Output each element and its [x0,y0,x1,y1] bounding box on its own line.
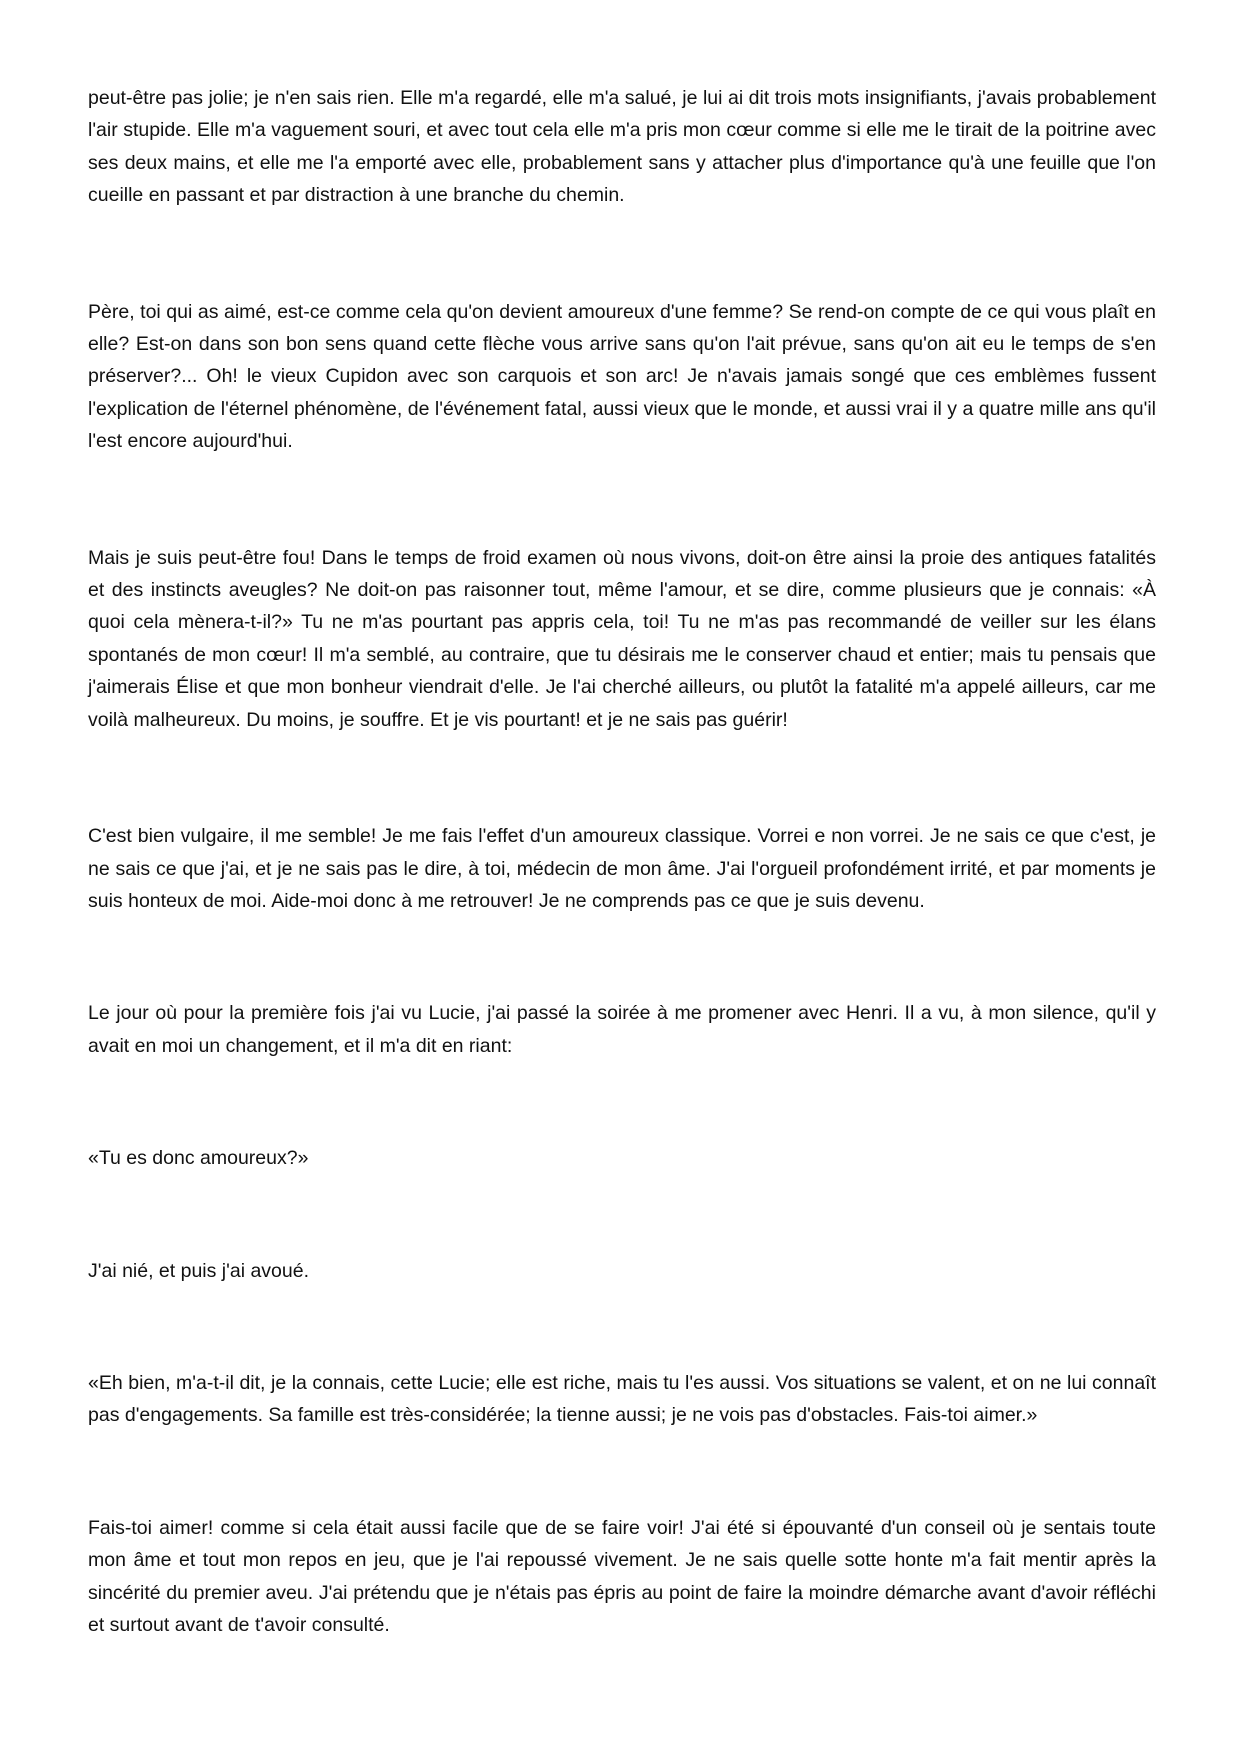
paragraph-4: C'est bien vulgaire, il me semble! Je me fais l'effet d'un amoureux classique. Vorrei e non vorrei. Je ne sais ce que c'est, je ne sais ce que j'ai, et je ne sais pas le dire, à toi, médecin de mon âme. J'ai l'orgueil profondément irrité, et par moments je suis honteux de moi. Aide-moi donc à me retrouver! Je ne comprends pas ce que je suis devenu. [88,825,1156,912]
paragraph-2: Père, toi qui as aimé, est-ce comme cela qu'on devient amoureux d'une femme? Se rend-on compte de ce qui vous plaît en elle? Est-on dans son bon sens quand cette flèche vous arrive sans qu'on l'ait prévue, sans qu'on ait eu le temps de s'en préserver?... Oh! le vieux Cupidon avec son carquois et son arc! Je n'avais jamais songé que ces emblèmes fussent l'explication de l'éternel phénomène, de l'événement fatal, aussi vieux que le monde, et aussi vrai il y a quatre mille ans qu'il l'est encore aujourd'hui. [88,300,1156,453]
paragraph-7: J'ai nié, et puis j'ai avoué. [88,1259,309,1282]
document-page [88,82,1156,1641]
paragraph-1: peut-être pas jolie; je n'en sais rien. Elle m'a regardé, elle m'a salué, je lui ai dit trois mots insignifiants, j'avais probablement l'air stupide. Elle m'a vaguement souri, et avec tout cela elle m'a pris mon cœur comme si elle me le tirait de la poitrine avec ses deux mains, et elle me l'a emporté avec elle, probablement sans y attacher plus d'importance qu'à une feuille que l'on cueille en passant et par distraction à une branche du chemin. [88,87,1156,207]
paragraph-3: Mais je suis peut-être fou! Dans le temps de froid examen où nous vivons, doit-on être ainsi la proie des antiques fatalités et des instincts aveugles? Ne doit-on pas raisonner tout, même l'amour, et se dire, comme plusieurs que je connais: «À quoi cela mènera-t-il?» Tu ne m'as pourtant pas appris cela, toi! Tu ne m'as pas recommandé de veiller sur les élans spontanés de mon cœur! Il m'a semblé, au contraire, que tu désirais me le conserver chaud et entier; mais tu pensais que j'aimerais Élise et que mon bonheur viendrait d'elle. Je l'ai cherché ailleurs, ou plutôt la fatalité m'a appelé ailleurs, car me voilà malheureux. Du moins, je souffre. Et je vis pourtant! et je ne sais pas guérir! [88,546,1156,731]
paragraph-6: «Tu es donc amoureux?» [88,1147,309,1170]
paragraph-9: Fais-toi aimer! comme si cela était aussi facile que de se faire voir! J'ai été si épouvanté d'un conseil où je sentais toute mon âme et tout mon repos en jeu, que je l'ai repoussé vivement. Je ne sais quelle sotte honte m'a fait mentir après la sincérité du premier aveu. J'ai prétendu que je n'étais pas épris au point de faire la moindre démarche avant d'avoir réfléchi et surtout avant de t'avoir consulté. [88,1516,1156,1636]
paragraph-5: Le jour où pour la première fois j'ai vu Lucie, j'ai passé la soirée à me promener avec Henri. Il a vu, à mon silence, qu'il y avait en moi un changement, et il m'a dit en riant: [88,1002,1156,1057]
paragraph-8: «Eh bien, m'a-t-il dit, je la connais, cette Lucie; elle est riche, mais tu l'es aussi. Vos situations se valent, et on ne lui connaît pas d'engagements. Sa famille est très-considérée; la tienne aussi; je ne vois pas d'obstacles. Fais-toi aimer.» [88,1371,1156,1427]
